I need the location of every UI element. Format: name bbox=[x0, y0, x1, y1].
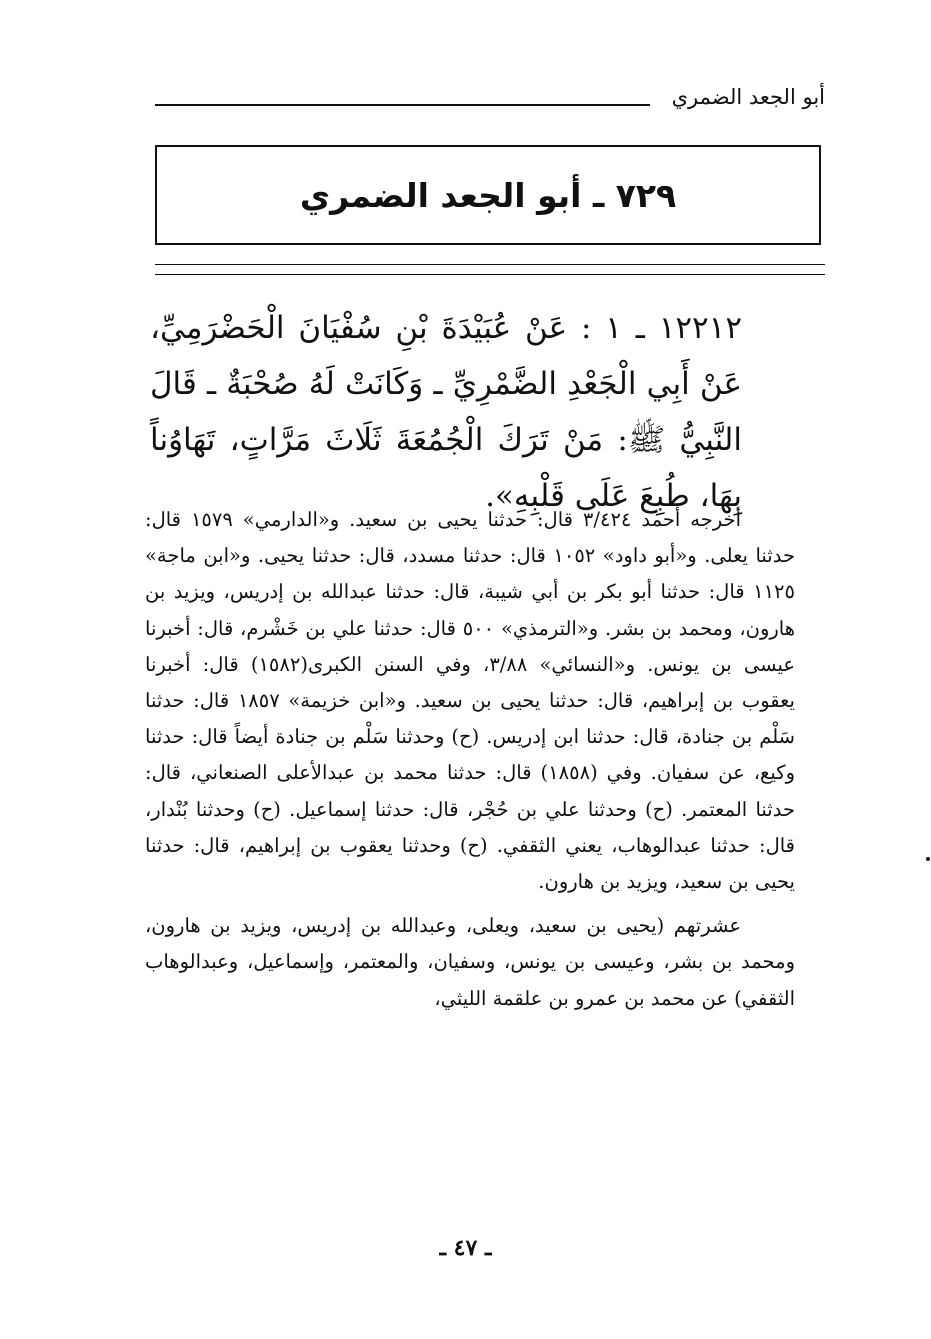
running-header-title: أبو الجعد الضمري bbox=[662, 82, 825, 112]
chapter-title: ٧٢٩ ـ أبو الجعد الضمري bbox=[299, 175, 677, 215]
commentary-block bbox=[145, 502, 795, 1017]
commentary-paragraph: أخرجه أحمد ٣/٤٢٤ قال: حدثنا يحيى بن سعيد. و«الدارمي» ١٥٧٩ قال: حدثنا يعلى. و«أبو داود» ١٠٥٢ قال: حدثنا مسدد، قال: حدثنا يحيى. و«ابن ماجة» ١١٢٥ قال: حدثنا أبو بكر بن أبي شيبة، قال: حدثنا عبدالله بن إدريس، ويزيد بن هارون، ومحمد بن بشر. و«الترمذي» ٥٠٠ قال: حدثنا علي بن خَشْرم، قال: أخبرنا عيسى بن يونس. و«النسائي» ٣/٨٨، وفي السنن الكبرى(١٥٨٢) قال: أخبرنا يعقوب بن إبراهيم، قال: حدثنا يحيى بن سعيد. و«ابن خزيمة» ١٨٥٧ قال: حدثنا سَلْم بن جنادة، قال: حدثنا ابن إدريس. (ح) وحدثنا سَلْم بن جنادة أيضاً قال: حدثنا وكيع، عن سفيان. وفي (١٨٥٨) قال: حدثنا محمد بن عبدالأعلى الصنعاني، قال: حدثنا المعتمر. (ح) وحدثنا علي بن حُجْر، قال: حدثنا إسماعيل. (ح) وحدثنا بُنْدار، قال: حدثنا عبدالوهاب، يعني الثقفي. (ح) وحدثنا يعقوب بن إبراهيم، قال: حدثنا يحيى بن سعيد، ويزيد بن هارون. bbox=[145, 508, 795, 894]
page-number: ـ ٤٧ ـ bbox=[439, 1235, 492, 1261]
scan-speck bbox=[926, 857, 930, 861]
section-divider-bottom bbox=[155, 274, 825, 275]
hadith-text: ١٢٢١٢ ـ ١ : عَنْ عُبَيْدَةَ بْنِ سُفْيَانَ الْحَضْرَمِيِّ، عَنْ أَبِي الْجَعْدِ الضَّمْرِيِّ ـ وَكَانَتْ لَهُ صُحْبَةٌ ـ قَالَ النَّبِيُّ ﷺ: مَنْ تَرَكَ الْجُمُعَةَ ثَلَاثَ مَرَّاتٍ، تَهَاوُناً بِهَا، طُبِعَ عَلَى قَلْبِهِ». bbox=[150, 310, 742, 514]
chapter-title-box bbox=[155, 145, 821, 245]
hadith-text-block bbox=[150, 300, 742, 524]
header-rule bbox=[155, 104, 650, 106]
section-divider-top bbox=[155, 264, 825, 265]
running-header bbox=[155, 82, 825, 116]
commentary-paragraph: عشرتهم (يحيى بن سعيد، ويعلى، وعبدالله بن إدريس، ويزيد بن هارون، ومحمد بن بشر، وعيسى بن يونس، وسفيان، والمعتمر، وإسماعيل، وعبدالوهاب الثقفي) عن محمد بن عمرو بن علقمة الليثي، bbox=[145, 914, 795, 1010]
